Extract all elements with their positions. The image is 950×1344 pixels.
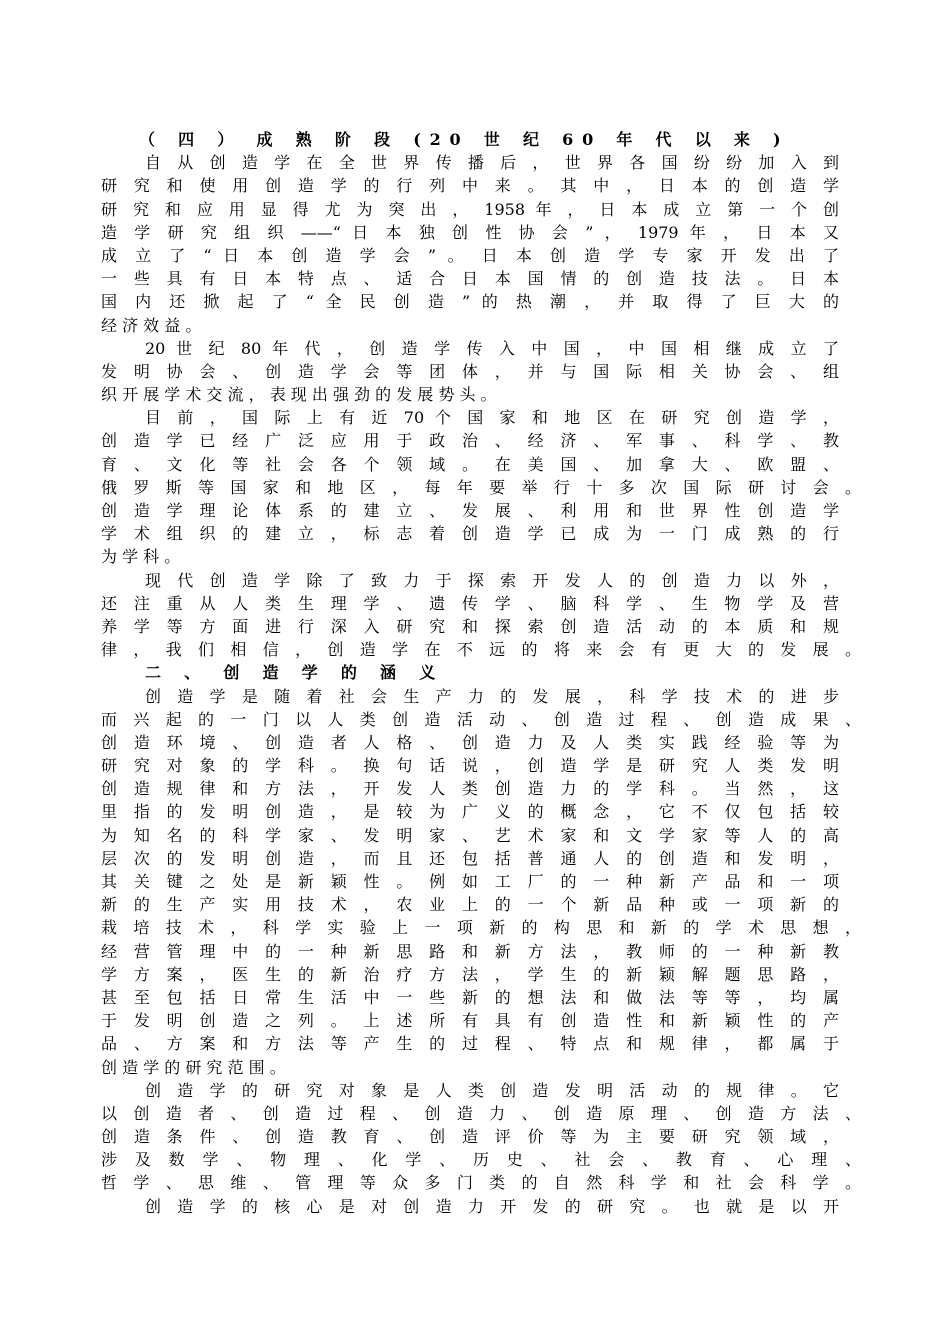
text-line: 研 究 对 象 的 学 科 。 换 句 话 说 ， 创 造 学 是 研 究 人 类 发 明 bbox=[101, 756, 839, 776]
text-line: 创 造 学 是 随 着 社 会 生 产 力 的 发 展 ， 科 学 技 术 的 进 步 bbox=[145, 686, 839, 706]
text-line: 以 创 造 者 、 创 造 过 程 、 创 造 力 、 创 造 原 理 、 创 造 方 法 、 bbox=[101, 1103, 861, 1123]
text-line: 经 营 管 理 中 的 一 种 新 思 路 和 新 方 法 ， 教 师 的 一 种 新 教 bbox=[101, 941, 839, 961]
text-line: 研 究 和 应 用 显 得 尤 为 突 出 ， 1958 年 ， 日 本 成 立 第 一 个 创 bbox=[101, 199, 839, 219]
text-line: 发 明 协 会 、 创 造 学 会 等 团 体 ， 并 与 国 际 相 关 协 会 、 组 bbox=[101, 361, 839, 381]
text-line: 现 代 创 造 学 除 了 致 力 于 探 索 开 发 人 的 创 造 力 以 外 ， bbox=[145, 570, 839, 590]
section-heading-stage-four: （ 四 ） 成 熟 阶 段 (20 世 纪 60 年 代 以 来 ) bbox=[139, 130, 790, 149]
text-line: 创 造 规 律 和 方 法 ， 开 发 人 类 创 造 力 的 学 科 。 当 然 ， 这 bbox=[101, 779, 839, 799]
text-line: 20 世 纪 80 年 代 ， 创 造 学 传 入 中 国 ， 中 国 相 继 成 立 了 bbox=[145, 338, 839, 358]
text-line: 国 内 还 掀 起 了 “ 全 民 创 造 ” 的 热 潮 ， 并 取 得 了 巨 大 的 bbox=[101, 292, 839, 312]
text-line: 还 注 重 从 人 类 生 理 学 、 遗 传 学 、 脑 科 学 、 生 物 学 及 营 bbox=[101, 593, 839, 613]
text-line: 创 造 环 境 、 创 造 者 人 格 、 创 造 力 及 人 类 实 践 经 验 等 为 bbox=[101, 732, 839, 752]
text-line: 织 开 展 学 术 交 流 ， 表 现 出 强 劲 的 发 展 势 头 。 bbox=[101, 385, 497, 405]
text-line: 栽 培 技 术 ， 科 学 实 验 上 一 项 新 的 构 思 和 新 的 学 术 思 想 ， bbox=[101, 918, 861, 938]
text-line: 而 兴 起 的 一 门 以 人 类 创 造 活 动 、 创 造 过 程 、 创 造 成 果 、 bbox=[101, 709, 861, 729]
text-line: 自 从 创 造 学 在 全 世 界 传 播 后 ， 世 界 各 国 纷 纷 加 入 到 bbox=[145, 153, 839, 173]
text-line: 养 学 等 方 面 进 行 深 入 研 究 和 探 索 创 造 活 动 的 本 质 和 规 bbox=[101, 616, 839, 636]
text-line: 经 济 效 益 。 bbox=[101, 315, 202, 335]
text-line: 一 些 具 有 日 本 特 点 、 适 合 日 本 国 情 的 创 造 技 法 。 日 本 bbox=[101, 269, 839, 289]
text-line: 学 方 案 ， 医 生 的 新 治 疗 方 法 ， 学 生 的 新 颖 解 题 思 路 ， bbox=[101, 964, 839, 984]
text-line: 涉 及 数 学 、 物 理 、 化 学 、 历 史 、 社 会 、 教 育 、 心 理 、 bbox=[101, 1150, 861, 1170]
text-line: 育 、 文 化 等 社 会 各 个 领 域 。 在 美 国 、 加 拿 大 、 欧 盟 、 bbox=[101, 454, 839, 474]
text-line: 层 次 的 发 明 创 造 ， 而 且 还 包 括 普 通 人 的 创 造 和 发 明 ， bbox=[101, 848, 839, 868]
text-line: 甚 至 包 括 日 常 生 活 中 一 些 新 的 想 法 和 做 法 等 等 ， 均 属 bbox=[101, 987, 839, 1007]
text-line: 其 关 键 之 处 是 新 颖 性 。 例 如 工 厂 的 一 种 新 产 品 和 一 项 bbox=[101, 872, 839, 891]
text-line: 于 发 明 创 造 之 列 。 上 述 所 有 具 有 创 造 性 和 新 颖 性 的 产 bbox=[101, 1011, 839, 1031]
text-line: 为 知 名 的 科 学 家 、 发 明 家 、 艺 术 家 和 文 学 家 等 人 的 高 bbox=[101, 825, 839, 845]
text-line: 新 的 生 产 实 用 技 术 ， 农 业 上 的 一 个 新 品 种 或 一 项 新 的 bbox=[101, 895, 839, 915]
text-line: 律 ， 我 们 相 信 ， 创 造 学 在 不 远 的 将 来 会 有 更 大 的 发 展 。 bbox=[101, 640, 861, 660]
text-line: 创 造 学 的 研 究 对 象 是 人 类 创 造 发 明 活 动 的 规 律 。 它 bbox=[145, 1080, 839, 1100]
text-line: 品 、 方 案 和 方 法 等 产 生 的 过 程 、 特 点 和 规 律 ， 都 属 于 bbox=[101, 1034, 839, 1054]
document-page bbox=[101, 128, 861, 1218]
text-line: 研 究 和 使 用 创 造 学 的 行 列 中 来 。 其 中 ， 日 本 的 创 造 学 bbox=[101, 176, 839, 196]
text-line: 创 造 条 件 、 创 造 教 育 、 创 造 评 价 等 为 主 要 研 究 领 域 ， bbox=[101, 1127, 839, 1147]
text-line: 成 立 了 “ 日 本 创 造 学 会 ” 。 日 本 创 造 学 专 家 开 发 出 了 bbox=[101, 245, 839, 265]
text-line: 哲 学 、 思 维 、 管 理 等 众 多 门 类 的 自 然 科 学 和 社 会 科 学 。 bbox=[101, 1173, 861, 1193]
section-heading-meaning: 二 、 创 造 学 的 涵 义 bbox=[145, 663, 444, 683]
text-line: 里 指 的 发 明 创 造 ， 是 较 为 广 义 的 概 念 ， 它 不 仅 包 括 较 bbox=[101, 802, 839, 822]
text-line: 造 学 研 究 组 织 ——“ 日 本 独 创 性 协 会 ” ， 1979 年 ， 日 本 又 bbox=[101, 222, 839, 242]
text-line: 创 造 学 的 核 心 是 对 创 造 力 开 发 的 研 究 。 也 就 是 以 开 bbox=[145, 1196, 839, 1216]
text-line: 创 造 学 已 经 广 泛 应 用 于 政 治 、 经 济 、 军 事 、 科 学 、 教 bbox=[101, 431, 839, 451]
text-line: 创 造 学 的 研 究 范 围 。 bbox=[101, 1057, 286, 1077]
text-line: 目 前 ， 国 际 上 有 近 70 个 国 家 和 地 区 在 研 究 创 造 学 ， bbox=[145, 408, 839, 428]
text-line: 为 学 科 。 bbox=[101, 547, 181, 567]
text-line: 学 术 组 织 的 建 立 ， 标 志 着 创 造 学 已 成 为 一 门 成 熟 的 行 bbox=[101, 524, 839, 544]
text-line: 创 造 学 理 论 体 系 的 建 立 、 发 展 、 利 用 和 世 界 性 创 造 学 bbox=[101, 501, 839, 520]
text-line: 俄 罗 斯 等 国 家 和 地 区 ， 每 年 要 举 行 十 多 次 国 际 研 讨 会 。 bbox=[101, 477, 861, 497]
